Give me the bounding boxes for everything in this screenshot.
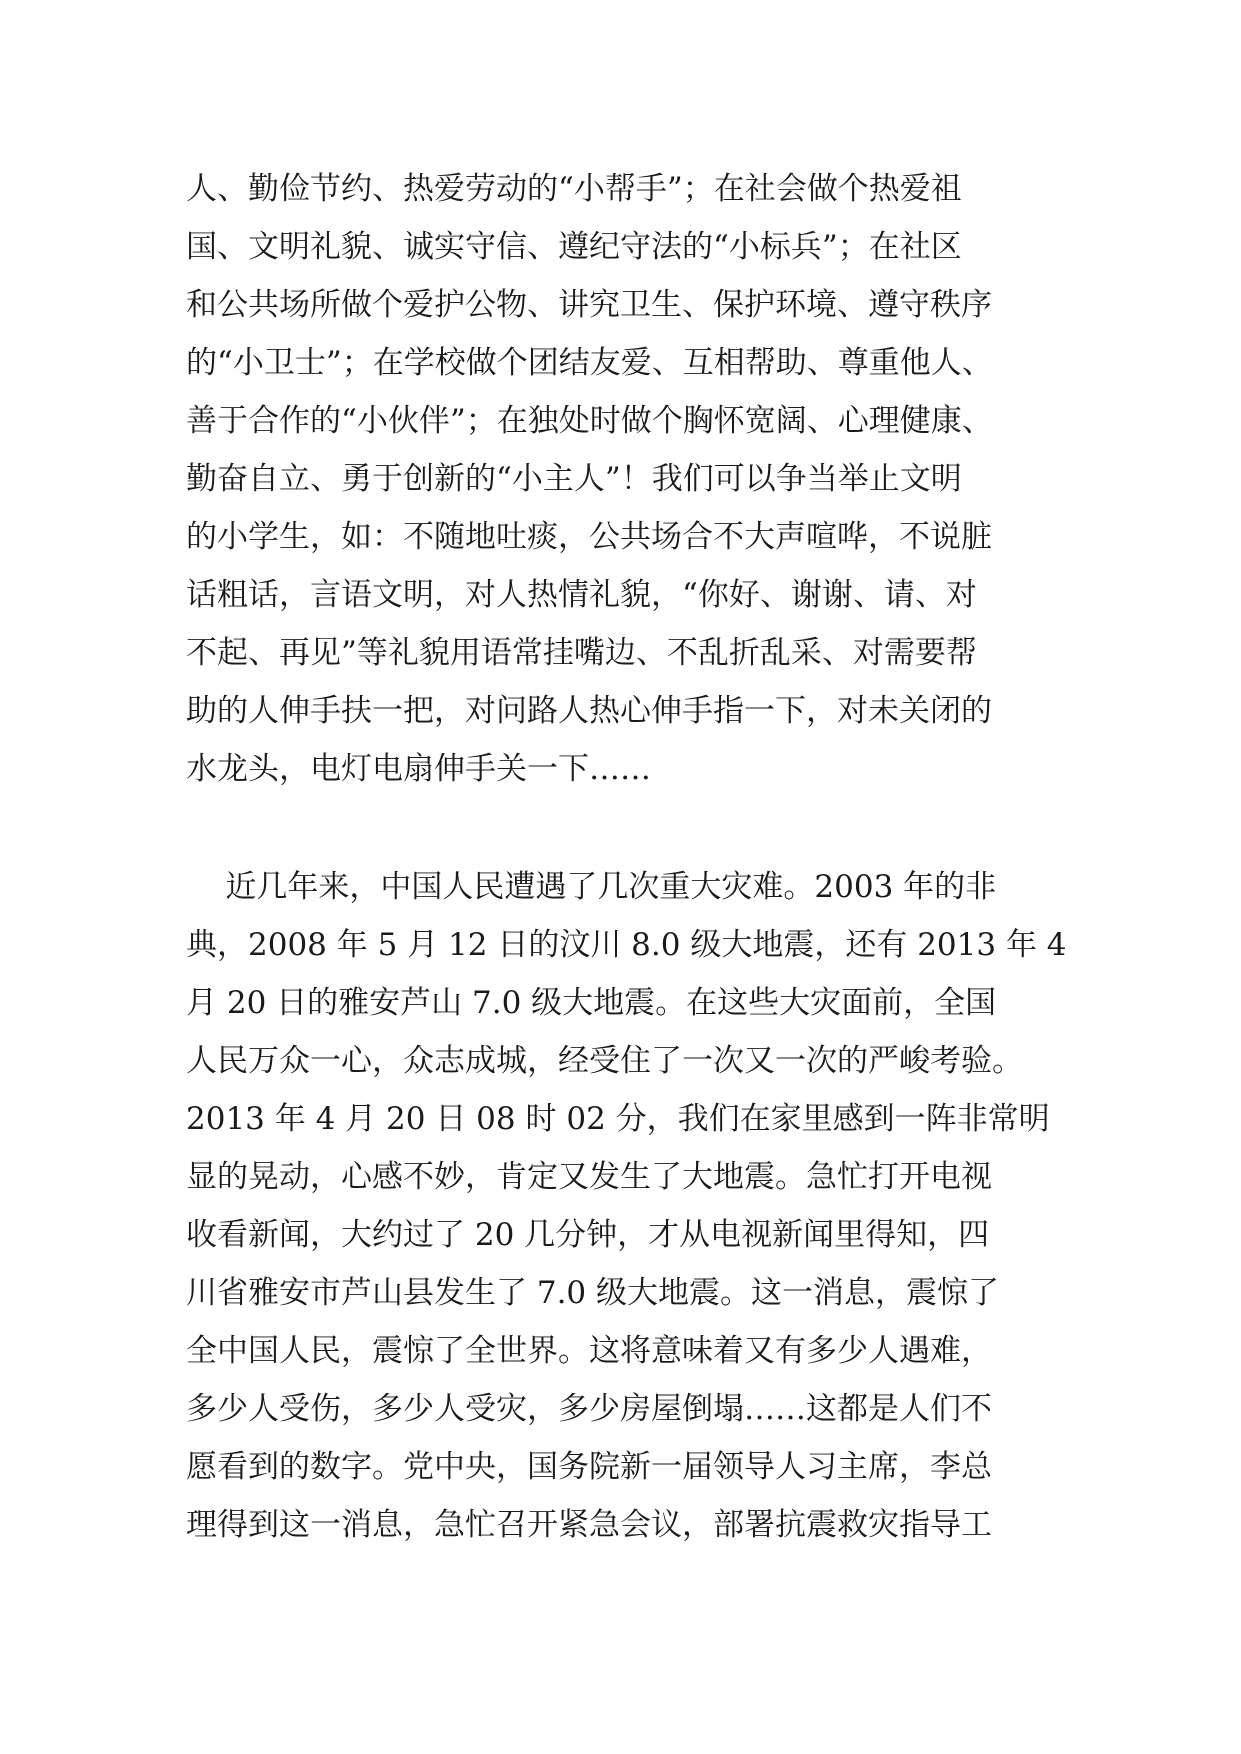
paragraph-2-line: 收看新闻，大约过了 20 几分钟，才从电视新闻里得知，四 — [186, 1217, 990, 1253]
paragraph-2-line: 2013 年 4 月 20 日 08 时 02 分，我们在家里感到一阵非常明 — [186, 1101, 1050, 1137]
paragraph-2-line: 人民万众一心，众志成城，经受住了一次又一次的严峻考验。 — [186, 1043, 1023, 1079]
paragraph-1-line: 和公共场所做个爱护公物、讲究卫生、保护环境、遵守秩序 — [186, 287, 992, 323]
paragraph-1-line: 水龙头，电灯电扇伸手关一下…… — [186, 751, 651, 787]
paragraph-2-line: 愿看到的数字。党中央，国务院新一届领导人习主席，李总 — [186, 1449, 992, 1485]
paragraph-2-line: 多少人受伤，多少人受灾，多少房屋倒塌……这都是人们不 — [186, 1391, 992, 1427]
paragraph-2-line: 近几年来，中国人民遭遇了几次重大灾难。2003 年的非 — [186, 869, 997, 905]
paragraph-1-line: 善于合作的“小伙伴”；在独处时做个胸怀宽阔、心理健康、 — [186, 403, 993, 439]
paragraph-1-line: 话粗话，言语文明，对人热情礼貌，“你好、谢谢、请、对 — [186, 577, 977, 613]
paragraph-2-line: 月 20 日的雅安芦山 7.0 级大地震。在这些大灾面前，全国 — [186, 985, 997, 1021]
paragraph-1-line: 人、勤俭节约、热爱劳动的“小帮手”；在社会做个热爱祖 — [186, 171, 962, 207]
paragraph-2-line: 理得到这一消息，急忙召开紧急会议，部署抗震救灾指导工 — [186, 1507, 992, 1543]
paragraph-1-line: 的“小卫士”；在学校做个团结友爱、互相帮助、尊重他人、 — [186, 345, 993, 381]
paragraph-1-line: 勤奋自立、勇于创新的“小主人”！我们可以争当举止文明 — [186, 461, 962, 497]
paragraph-1-line: 助的人伸手扶一把，对问路人热心伸手指一下，对未关闭的 — [186, 693, 992, 729]
paragraph-2-line: 川省雅安市芦山县发生了 7.0 级大地震。这一消息，震惊了 — [186, 1275, 1000, 1311]
paragraph-2-line: 全中国人民，震惊了全世界。这将意味着又有多少人遇难， — [186, 1333, 992, 1369]
paragraph-1-line: 不起、再见”等礼貌用语常挂嘴边、不乱折乱采、对需要帮 — [186, 635, 977, 671]
paragraph-1-line: 国、文明礼貌、诚实守信、遵纪守法的“小标兵”；在社区 — [186, 229, 962, 265]
paragraph-1 — [186, 160, 1056, 798]
paragraph-2-line: 典，2008 年 5 月 12 日的汶川 8.0 级大地震，还有 2013 年 4 — [186, 927, 1067, 963]
paragraph-1-line: 的小学生，如：不随地吐痰，公共场合不大声喧哗，不说脏 — [186, 519, 992, 555]
paragraph-2-line: 显的晃动，心感不妙，肯定又发生了大地震。急忙打开电视 — [186, 1159, 992, 1195]
paragraph-2 — [186, 858, 1067, 1554]
